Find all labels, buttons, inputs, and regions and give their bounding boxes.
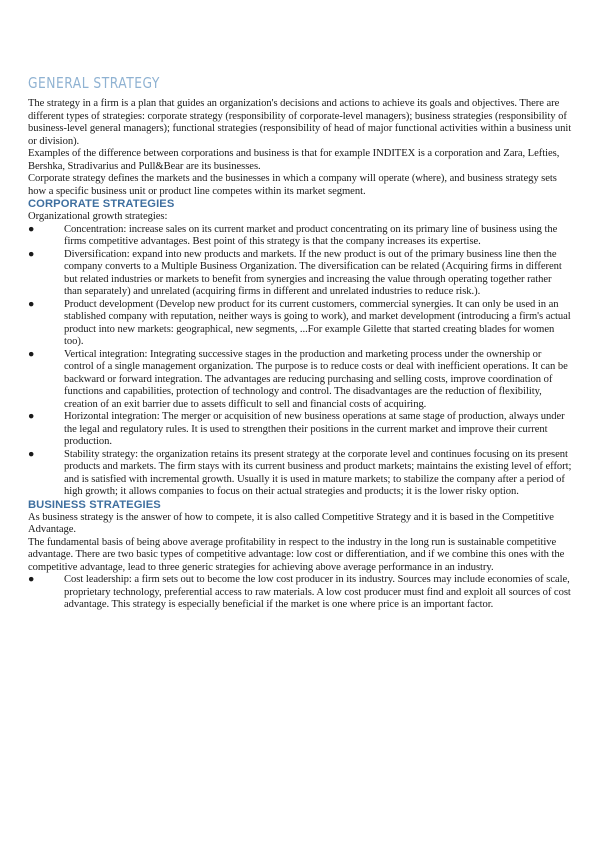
intro-paragraph-2: Examples of the difference between corporations and business is that for example INDITEX is a corporation and Zara, Lefties, Bershka, Stradivarius and Pull&Bear are its businesses. — [28, 148, 560, 172]
list-item-text: Vertical integration: Integrating successive stages in the production and marketing process under the ownership or control of a single management organization. The purpose is to reduce costs or deal with inefficient operations. It can be backward or forward integration. The advantages are reducing purchasing and selling costs, improve coordination of functions and capabilities, protection of technology and control. The disadvantages are the reduction of flexibility, creation of an exit barrier due to assets difficult to sell and financial costs of acquiring. — [64, 348, 568, 410]
bullet-icon: ● — [28, 223, 35, 235]
list-item — [28, 299, 572, 349]
corporate-strategies-heading: CORPORATE STRATEGIES — [28, 198, 175, 210]
business-paragraph-1: As business strategy is the answer of how to compete, it is also called Competitive Strategy and it is based in the Competitive Advantage. — [28, 511, 554, 535]
bullet-icon: ● — [28, 348, 35, 360]
list-item-text: Stability strategy: the organization retains its present strategy at the corporate level and continues focusing on its present products and markets. The firm stays with its current business and product markets; maintains the existing level of effort; and is satisfied with incremental growth. Usually it is used in mature markets; to stabilize the company after a period of high growth; it allows companies to focus on their actual strategies and products; it is the lower risky option. — [64, 448, 572, 497]
intro-paragraph-3: Corporate strategy defines the markets and the businesses in which a company will operate (where), and business strategy sets how a specific business unit or product line competes within its market segment. — [28, 173, 557, 197]
list-item — [28, 411, 572, 449]
list-item — [28, 449, 572, 499]
bullet-icon: ● — [28, 248, 35, 260]
business-strategies-heading: BUSINESS STRATEGIES — [28, 498, 161, 511]
bullet-icon: ● — [28, 298, 35, 310]
document-page — [28, 74, 572, 612]
bullet-icon: ● — [28, 411, 35, 422]
list-item-text: Horizontal integration: The merger or acquisition of new business operations at same stage of production, always under the legal and regulatory rules. It is used to strengthen their positions in the current market and improve their current production. — [64, 411, 565, 447]
bullet-icon: ● — [28, 448, 35, 460]
intro-paragraph-1: The strategy in a firm is a plan that guides an organization's decisions and actions to achieve its goals and objectives. There are different types of strategies: corporate strategy (responsibility of corporate-level managers); business strategies (responsibility of business-level general managers); functional strategies (responsibility of head of major functional activities within a business unit or division). — [28, 98, 572, 147]
list-item — [28, 249, 572, 299]
list-item — [28, 224, 572, 249]
business-paragraph-2: The fundamental basis of being above average profitability in respect to the industry in the long run is sustainable competitive advantage. There are two basic types of competitive advantage: low cost or differentiation, and if we combine this ones with the competitive advantage, lead to three generic strategies for achieving above average performance in an industry. — [28, 536, 565, 573]
list-item-text: Concentration: increase sales on its current market and product concentrating on its primary line of business using the firms competitive advantages. Best point of this strategy is that the company increases its expertise. — [64, 223, 558, 247]
list-item — [28, 574, 572, 612]
corporate-lead: Organizational growth strategies: — [28, 211, 168, 222]
list-item-text: Cost leadership: a firm sets out to become the low cost producer in its industry. Sources may include economies of scale, proprietary technology, preferential access to raw materials. A low cost producer must find and exploit all sources of cost advantage. This strategy is especially beneficial if the market is one where price is an important factor. — [64, 574, 571, 610]
bullet-icon: ● — [28, 574, 35, 585]
list-item — [28, 349, 572, 412]
list-item-text: Diversification: expand into new products and markets. If the new product is out of the primary business line then the company converts to a Multiple Business Organization. The diversification can be related (Acquiring firms in different but related industries or markets to benefit from synergies and increasing the value through operating together rather than separately) and unrelated (acquiring firms in different and unrelated industries to reduce risk.). — [64, 248, 562, 297]
list-item-text: Product development (Develop new product for its current customers, commercial synergies. It can only be used in an stablished company with reputation, neither ways is going to work), and market development (introducing a firm's actual product into new markets: geographical, new segments, ...For example Gilette that started creating blades for women too). — [64, 298, 571, 347]
page-title: GENERAL STRATEGY — [28, 74, 160, 92]
